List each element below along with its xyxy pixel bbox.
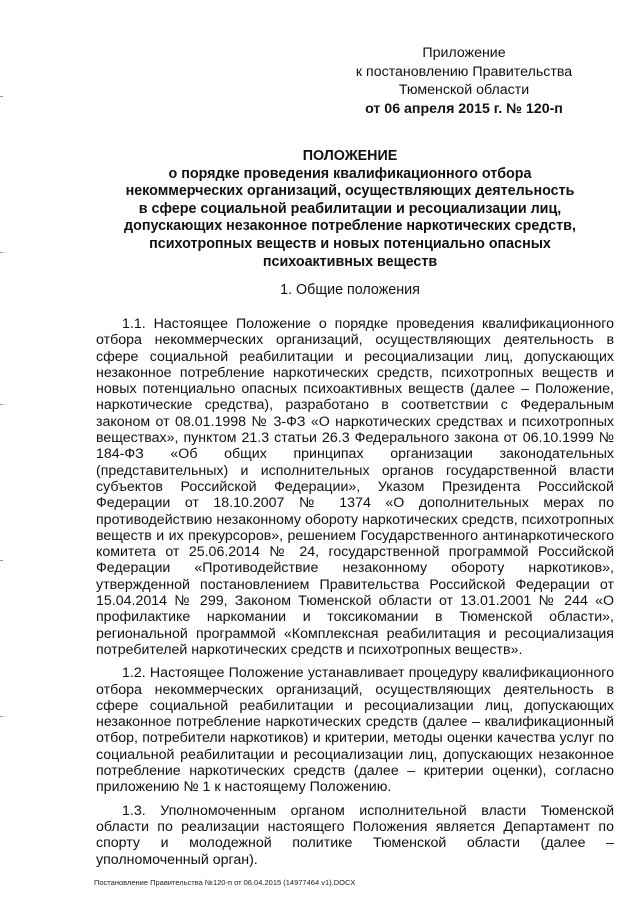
document-title	[84, 148, 616, 271]
appendix-region: Тюменской области	[398, 82, 530, 98]
appendix-resolution: к постановлению Правительства	[355, 63, 573, 80]
title-line: некоммерческих организаций, осуществляющих деятельность	[125, 183, 575, 200]
appendix-date-number: от 06 апреля 2015 г. № 120-п	[365, 100, 563, 117]
paragraph-1-3: 1.3. Уполномоченным органом исполнительной власти Тюменской области по реализации настоящего Положения является Департамент по спорту и молодежной политике Тюменской области (далее – уполномоченный орган).	[96, 802, 614, 868]
appendix-label: Приложение	[422, 45, 506, 61]
title-line: психоактивных веществ	[262, 253, 438, 270]
scan-edge-mark	[0, 252, 3, 253]
scan-edge-mark	[0, 560, 3, 561]
section-heading: 1. Общие положения	[280, 282, 420, 298]
title-line: допускающих незаконное потребление наркотических средств,	[124, 218, 576, 235]
document-footer: Постановление Правительства №120-п от 06.04.2015 (14977464 v1).DOCX	[94, 878, 356, 887]
title-line: психотропных веществ и новых потенциально опасных	[149, 235, 551, 252]
paragraph-1-2: 1.2. Настоящее Положение устанавливает процедуру квалификационного отбора некоммерческих организаций, осуществляющих деятельность в сфере социальной реабилитации и ресоциализации лиц, допускающих незаконное потребление наркотических средств (далее – квалификационный отбор, потребители наркотиков) и критерии, методы оценки качества услуг по социальной реабилитации и ресоциализации лиц, допускающих незаконное потребление наркотических средств (далее – критерии оценки), согласно приложению № 1 к настоящему Положению.	[96, 665, 614, 796]
scan-edge-mark	[0, 716, 3, 717]
appendix-block	[330, 44, 598, 118]
section-body	[96, 316, 614, 875]
scan-edge-mark	[0, 404, 3, 405]
scan-edge-mark	[0, 96, 3, 97]
title-line: о порядке проведения квалификационного отбора	[168, 165, 532, 182]
paragraph-1-1: 1.1. Настоящее Положение о порядке проведения квалификационного отбора некоммерческих организаций, осуществляющих деятельность в сфере социальной реабилитации и ресоциализации лиц, допускающих незаконное потребление наркотических средств, психотропных веществ и новых потенциально опасных психоактивных веществ (далее – Положение, наркотические средства), разработано в соответствии с Федеральным законом от 08.01.1998 № 3-ФЗ «О наркотических средствах и психотропных веществах», пунктом 21.3 статьи 26.3 Федерального закона от 06.10.1999 № 184-ФЗ «Об общих принципах организации законодательных (представительных) и исполнительных органов государственной власти субъектов Российской Федерации», Указом Президента Российской Федерации от 18.10.2007 № 1374 «О дополнительных мерах по противодействию незаконному обороту наркотических средств, психотропных веществ и их прекурсоров», решением Государственного антинаркотического комитета от 25.06.2014 № 24, государственной программой Российской Федерации «Противодействие незаконному обороту наркотиков», утвержденной постановлением Правительства Российской Федерации от 15.04.2014 № 299, Законом Тюменской области от 13.01.2001 № 244 «О профилактике наркомании и токсикомании в Тюменской области», региональной программой «Комплексная реабилитация и ресоциализация потребителей наркотических средств и психотропных веществ».	[96, 316, 614, 658]
title-line: в сфере социальной реабилитации и ресоциализации лиц,	[138, 200, 562, 217]
title-heading: ПОЛОЖЕНИЕ	[302, 148, 398, 164]
